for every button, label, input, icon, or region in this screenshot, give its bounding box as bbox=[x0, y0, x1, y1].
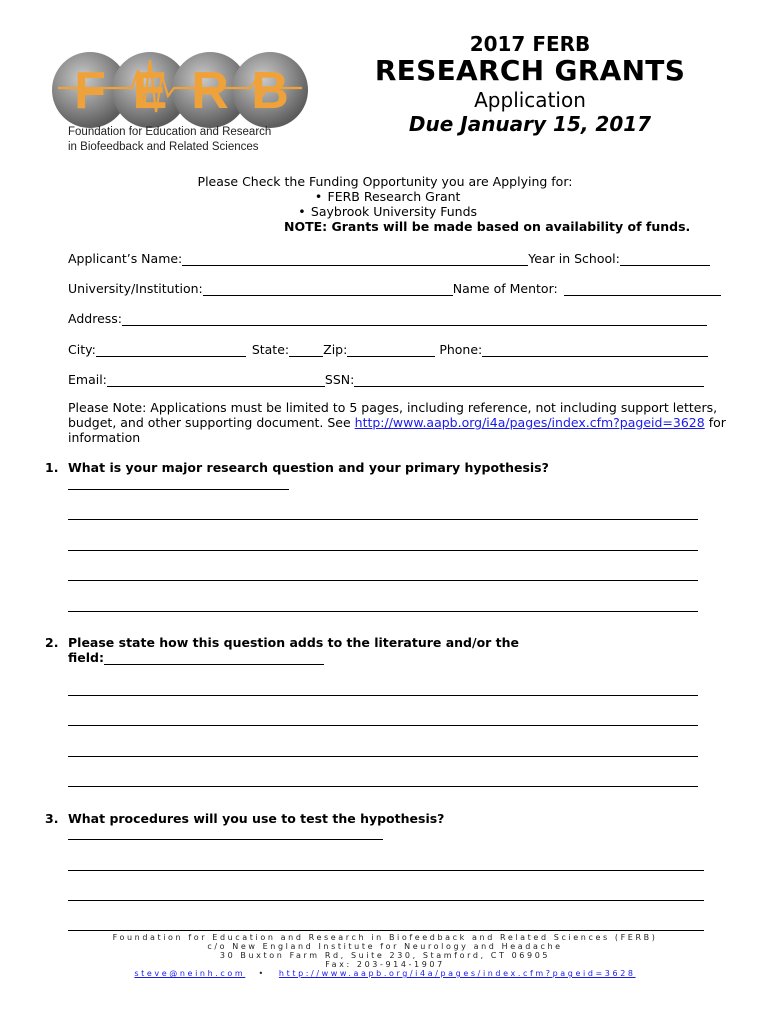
row-city bbox=[68, 339, 708, 357]
logo-letter-f: F bbox=[74, 62, 106, 120]
footer-fax: Fax: 203-914-1907 bbox=[325, 960, 445, 969]
answer-line[interactable] bbox=[68, 900, 704, 901]
aapb-link[interactable]: http://www.aapb.org/i4a/pages/index.cfm?pageid=3628 bbox=[354, 415, 705, 430]
due-date: Due January 15, 2017 bbox=[408, 112, 652, 136]
mentor-label: Name of Mentor: bbox=[452, 281, 558, 296]
logo-letter-r: R bbox=[191, 62, 229, 120]
answer-line[interactable] bbox=[68, 489, 289, 490]
address-field[interactable] bbox=[122, 311, 707, 326]
answer-line[interactable] bbox=[68, 611, 698, 612]
mentor-field[interactable] bbox=[564, 281, 721, 296]
university-field[interactable] bbox=[203, 281, 453, 296]
email-label: Email: bbox=[68, 372, 107, 387]
city-field[interactable] bbox=[96, 342, 246, 357]
footer-url-link[interactable]: http://www.aapb.org/i4a/pages/index.cfm?pageid=3628 bbox=[278, 969, 636, 978]
question-number: 3. bbox=[45, 811, 59, 826]
phone-label: Phone: bbox=[439, 342, 483, 357]
question-2 bbox=[45, 635, 519, 650]
answer-line[interactable] bbox=[68, 870, 704, 871]
university-label: University/Institution: bbox=[68, 281, 203, 296]
year-in-school-field[interactable] bbox=[620, 251, 710, 266]
question-3 bbox=[45, 811, 444, 826]
funding-option-label: Saybrook University Funds bbox=[310, 204, 478, 219]
row-university bbox=[68, 278, 721, 296]
year-in-school-label: Year in School: bbox=[528, 251, 620, 266]
question-text: What procedures will you use to test the hypothesis? bbox=[68, 811, 445, 826]
state-field[interactable] bbox=[289, 342, 323, 357]
answer-line[interactable] bbox=[68, 756, 698, 757]
city-label: City: bbox=[68, 342, 96, 357]
footer-address: 30 Buxton Farm Rd, Suite 230, Stamford, CT 06905 bbox=[219, 951, 551, 960]
funding-option-label: FERB Research Grant bbox=[327, 189, 461, 204]
question-text: What is your major research question and your primary hypothesis? bbox=[68, 460, 549, 475]
logo-letter-b: B bbox=[251, 62, 289, 120]
zip-field[interactable] bbox=[347, 342, 435, 357]
page-limit-text-end: for information bbox=[68, 415, 726, 445]
funding-note: NOTE: Grants will be made based on availability of funds. bbox=[284, 219, 691, 234]
row-applicant bbox=[68, 248, 710, 266]
footer-separator: • bbox=[258, 969, 266, 978]
question-number: 2. bbox=[45, 635, 59, 650]
logo-tagline-line1: Foundation for Education and Research bbox=[68, 126, 272, 138]
ferb-logo-graphic bbox=[50, 50, 310, 130]
funding-prompt: Please Check the Funding Opportunity you are Applying for: bbox=[197, 174, 573, 189]
email-field[interactable] bbox=[107, 372, 325, 387]
question-text: field: bbox=[68, 650, 104, 665]
footer-contact bbox=[0, 969, 770, 978]
ssn-label: SSN: bbox=[324, 372, 355, 387]
question-number: 1. bbox=[45, 460, 59, 475]
answer-line[interactable] bbox=[68, 580, 698, 581]
answer-line[interactable] bbox=[68, 839, 383, 840]
applicant-name-field[interactable] bbox=[182, 251, 528, 266]
answer-line[interactable] bbox=[68, 725, 698, 726]
funding-option-saybrook[interactable] bbox=[0, 204, 770, 219]
ssn-field[interactable] bbox=[354, 372, 704, 387]
zip-label: Zip: bbox=[323, 342, 348, 357]
answer-line[interactable] bbox=[104, 652, 324, 665]
page-limit-note bbox=[68, 400, 728, 445]
bullet-icon: • bbox=[298, 204, 306, 219]
state-label: State: bbox=[251, 342, 290, 357]
logo-letter-e: E bbox=[132, 62, 168, 120]
answer-line[interactable] bbox=[68, 550, 698, 551]
row-address bbox=[68, 308, 707, 326]
logo-tagline-line2: in Biofeedback and Related Sciences bbox=[68, 141, 259, 153]
applicant-name-label: Applicant’s Name: bbox=[68, 251, 183, 266]
page-limit-text: Please Note: Applications must be limited to 5 pages, including reference, not including support letters, budget, and other supporting document. See bbox=[68, 400, 718, 430]
phone-field[interactable] bbox=[482, 342, 708, 357]
answer-line[interactable] bbox=[68, 930, 704, 931]
question-1 bbox=[45, 460, 549, 475]
footer-email-link[interactable]: steve@neinh.com bbox=[134, 969, 246, 978]
footer-care-of: c/o New England Institute for Neurology and Headache bbox=[207, 942, 563, 951]
answer-line[interactable] bbox=[68, 519, 698, 520]
page-title: RESEARCH GRANTS bbox=[374, 54, 686, 87]
footer-org: Foundation for Education and Research in Biofeedback and Related Sciences (FERB) bbox=[112, 933, 658, 942]
answer-line[interactable] bbox=[68, 786, 698, 787]
question-2-line2 bbox=[68, 650, 324, 665]
header-year: 2017 FERB bbox=[469, 32, 591, 56]
bullet-icon: • bbox=[314, 189, 323, 204]
address-label: Address: bbox=[68, 311, 122, 326]
funding-option-ferb[interactable] bbox=[0, 189, 770, 204]
header-subtitle: Application bbox=[474, 88, 586, 112]
row-email bbox=[68, 369, 704, 387]
answer-line[interactable] bbox=[68, 695, 698, 696]
question-text: Please state how this question adds to the literature and/or the bbox=[68, 635, 520, 650]
